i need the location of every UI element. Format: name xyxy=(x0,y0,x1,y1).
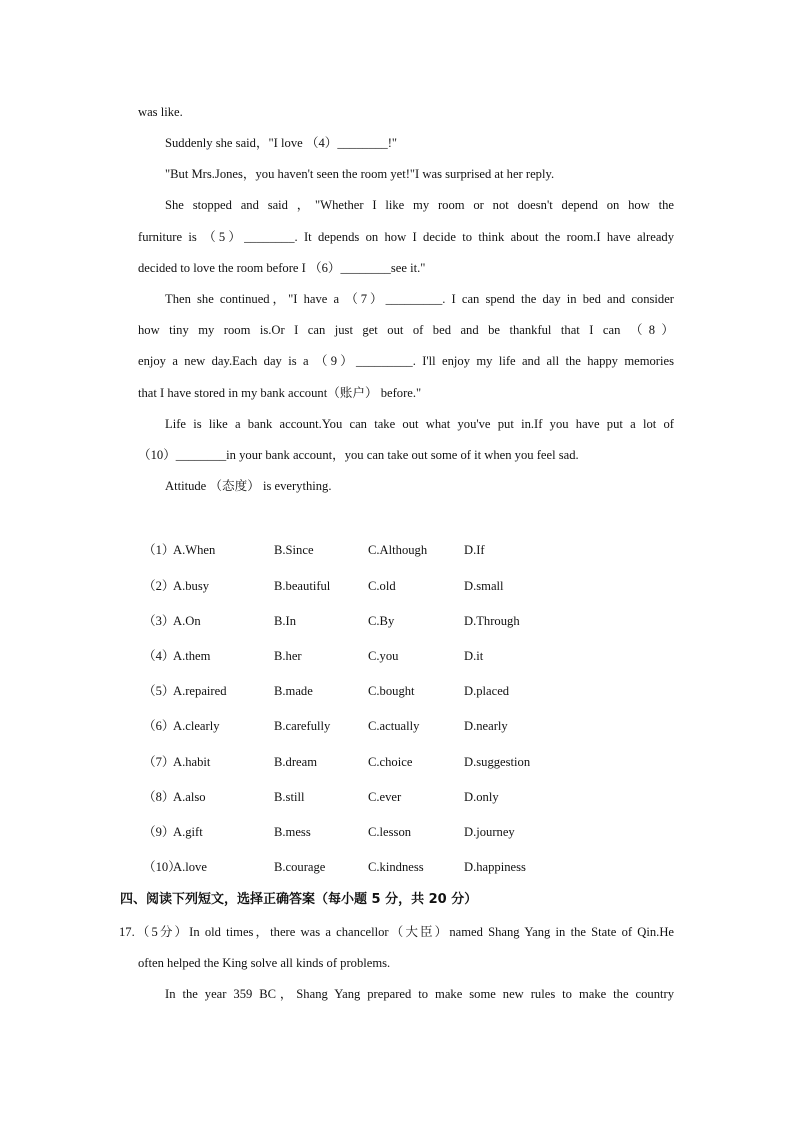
passage-line: was like. xyxy=(138,105,183,119)
option-label: （6） xyxy=(143,719,175,733)
question-17-line: often helped the King solve all kinds of problems. xyxy=(138,956,391,970)
option-c: C.actually xyxy=(368,719,420,733)
option-b: B.made xyxy=(274,684,313,698)
passage-line: decided to love the room before I （6）________see it." xyxy=(138,261,426,275)
passage-line: （10）________in your bank account，you can take out some of it when you feel sad. xyxy=(138,448,579,462)
option-a: A.busy xyxy=(173,579,210,593)
option-c: C.you xyxy=(368,649,399,663)
option-d: D.placed xyxy=(464,684,510,698)
option-label: （2） xyxy=(143,579,175,593)
option-b: B.still xyxy=(274,790,305,804)
option-b: B.her xyxy=(274,649,302,663)
option-a: A.gift xyxy=(173,825,203,839)
option-label: （3） xyxy=(143,614,175,628)
passage-line: She stopped and said ，"Whether I like my room or not doesn't depend on how the xyxy=(165,198,674,212)
option-a: A.When xyxy=(173,543,216,557)
option-a: A.habit xyxy=(173,755,211,769)
passage-line: how tiny my room is.Or I can just get out of bed and be thankful that I can （8） xyxy=(138,323,674,337)
passage-line: that I have stored in my bank account（账户） before." xyxy=(138,386,422,400)
option-d: D.only xyxy=(464,790,499,804)
option-c: C.kindness xyxy=(368,860,424,874)
passage-line: Life is like a bank account.You can take out what you've put in.If you have put a lot of xyxy=(165,417,674,431)
option-c: C.old xyxy=(368,579,396,593)
option-c: C.ever xyxy=(368,790,402,804)
option-c: C.choice xyxy=(368,755,413,769)
option-label: （5） xyxy=(143,684,175,698)
section-heading: 四、阅读下列短文，选择正确答案（每小题 5 分，共 20 分） xyxy=(120,892,478,907)
option-label: （1） xyxy=(143,543,175,557)
option-d: D.If xyxy=(464,543,485,557)
option-c: C.By xyxy=(368,614,395,628)
option-a: A.also xyxy=(173,790,206,804)
passage-line: Attitude （态度） is everything. xyxy=(165,479,332,493)
option-a: A.them xyxy=(173,649,211,663)
option-b: B.courage xyxy=(274,860,326,874)
option-b: B.beautiful xyxy=(274,579,331,593)
option-a: A.clearly xyxy=(173,719,220,733)
option-label: （10） xyxy=(143,860,181,874)
option-label: （7） xyxy=(143,755,175,769)
option-a: A.On xyxy=(173,614,201,628)
option-label: （4） xyxy=(143,649,175,663)
option-d: D.journey xyxy=(464,825,515,839)
option-c: C.bought xyxy=(368,684,415,698)
option-b: B.In xyxy=(274,614,297,628)
option-d: D.it xyxy=(464,649,484,663)
option-d: D.suggestion xyxy=(464,755,531,769)
option-b: B.Since xyxy=(274,543,314,557)
option-a: A.love xyxy=(173,860,207,874)
option-d: D.happiness xyxy=(464,860,526,874)
option-a: A.repaired xyxy=(173,684,227,698)
question-17-line: 17.（5分）In old times，there was a chancellor（大臣）named Shang Yang in the State of Qin.He xyxy=(119,925,674,939)
passage-line: furniture is （5）________. It depends on how I decide to think about the room.I have already xyxy=(138,230,674,244)
option-b: B.carefully xyxy=(274,719,331,733)
option-c: C.Although xyxy=(368,543,428,557)
option-b: B.dream xyxy=(274,755,318,769)
question-17-line: In the year 359 BC，Shang Yang prepared to make some new rules to make the country xyxy=(165,987,674,1001)
passage-line: Then she continued，"I have a （7）_________. I can spend the day in bed and consider xyxy=(165,292,674,306)
option-d: D.nearly xyxy=(464,719,508,733)
passage-line: Suddenly she said，"I love （4）________!" xyxy=(165,136,398,150)
passage-line: enjoy a new day.Each day is a （9）_________. I'll enjoy my life and all the happy memories xyxy=(138,354,674,368)
option-label: （8） xyxy=(143,790,175,804)
option-c: C.lesson xyxy=(368,825,412,839)
option-b: B.mess xyxy=(274,825,311,839)
option-d: D.Through xyxy=(464,614,520,628)
option-label: （9） xyxy=(143,825,175,839)
option-d: D.small xyxy=(464,579,504,593)
passage-line: "But Mrs.Jones，you haven't seen the room yet!"I was surprised at her reply. xyxy=(165,167,555,181)
